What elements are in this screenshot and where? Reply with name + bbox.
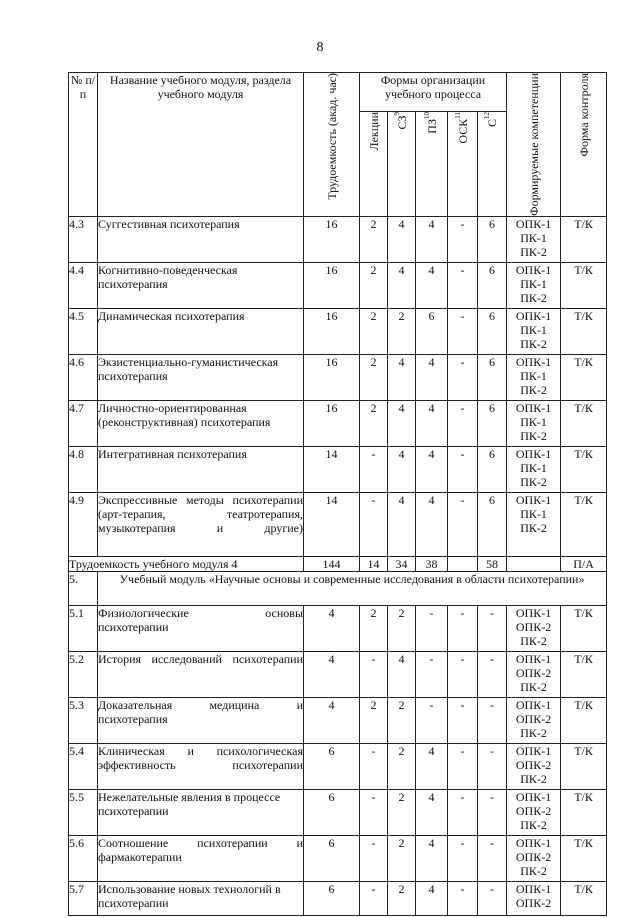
table-cell: Физиологические основы психотерапии [98, 605, 304, 651]
table-cell: 4 [304, 697, 360, 743]
table-cell: - [360, 446, 388, 492]
table-cell: 2 [388, 789, 416, 835]
table-cell: 4 [416, 835, 448, 881]
table-cell: 5.6 [69, 835, 98, 881]
table-cell: 6 [304, 881, 360, 915]
table-row [69, 697, 607, 743]
table-cell: 5.1 [69, 605, 98, 651]
table-cell: 2 [360, 216, 388, 262]
table-cell: 4 [416, 354, 448, 400]
table-cell: - [478, 835, 507, 881]
table-row [69, 446, 607, 492]
table-cell: - [360, 492, 388, 556]
table-cell: Т/К [561, 789, 607, 835]
table-cell: Когнитивно-поведенческая психотерапия [98, 262, 304, 308]
table-cell: 4.8 [69, 446, 98, 492]
table-cell: - [448, 262, 478, 308]
table-cell: 14 [304, 492, 360, 556]
table-cell: 4.3 [69, 216, 98, 262]
table-cell: - [478, 789, 507, 835]
table-cell: 5.7 [69, 881, 98, 915]
table-cell: ОПК-1 ОПК-2 ПК-2 [507, 605, 561, 651]
control-header: Форма контроля [561, 73, 607, 217]
section-header-row [69, 571, 607, 605]
table-cell: - [360, 789, 388, 835]
table-cell: 5. [69, 571, 98, 605]
table-cell: Т/К [561, 697, 607, 743]
table-cell: Т/К [561, 216, 607, 262]
table-cell: 2 [360, 262, 388, 308]
table-cell: - [448, 835, 478, 881]
table-cell: Интегративная психотерапия [98, 446, 304, 492]
table-cell: Клиническая и психологическая эффективность психотерапии [98, 743, 304, 789]
table-cell: Динамическая психотерапия [98, 308, 304, 354]
table-cell: 4 [416, 262, 448, 308]
table-cell: 16 [304, 354, 360, 400]
table-cell: - [478, 651, 507, 697]
table-cell: - [448, 697, 478, 743]
table-cell: 5.4 [69, 743, 98, 789]
table-row [69, 354, 607, 400]
table-cell: - [448, 743, 478, 789]
table-cell: Т/К [561, 354, 607, 400]
table-cell: Т/К [561, 308, 607, 354]
table-cell: 6 [304, 789, 360, 835]
table-cell: ОПК-1 ОПК-2 ПК-2 [507, 835, 561, 881]
table-cell: Экспрессивные методы психотерапии (арт-терапия, театротерапия, музыкотерапия и другие) [98, 492, 304, 556]
table-cell: ОПК-1 ОПК-2 ПК-2 [507, 789, 561, 835]
table-cell: 4 [388, 216, 416, 262]
forms-header: Формы организации учебного процесса [360, 73, 507, 112]
table-cell: ОПК-1 ОПК-2 ПК-2 [507, 743, 561, 789]
osk-header: ОСК$^{11}$ [448, 112, 478, 216]
table-cell: 2 [360, 605, 388, 651]
table-cell: 6 [478, 262, 507, 308]
table-cell [448, 556, 478, 571]
table-cell: - [478, 697, 507, 743]
table-cell: ОПК-1 ПК-1 ПК-2 [507, 492, 561, 556]
table-cell: ОПК-1 ОПК-2 ПК-2 [507, 697, 561, 743]
table-cell: - [416, 697, 448, 743]
table-cell: 4 [388, 354, 416, 400]
table-row [69, 835, 607, 881]
table-cell: 16 [304, 308, 360, 354]
competence-header: Формируемые компетенции [507, 73, 561, 217]
table-cell: Нежелательные явления в процессе психотерапии [98, 789, 304, 835]
table-cell: - [360, 651, 388, 697]
table-cell: 4 [388, 262, 416, 308]
table-cell: 14 [360, 556, 388, 571]
table-cell: - [416, 651, 448, 697]
table-cell: 2 [388, 697, 416, 743]
table-cell: Экзистенциально-гуманистическая психотерапия [98, 354, 304, 400]
table-cell: - [360, 835, 388, 881]
table-cell: 2 [388, 308, 416, 354]
table-cell: 4 [416, 492, 448, 556]
table-row [69, 216, 607, 262]
table-row [69, 743, 607, 789]
table-cell: 2 [388, 835, 416, 881]
table-cell: 4 [416, 743, 448, 789]
table-cell: ОПК-1 ПК-1 ПК-2 [507, 308, 561, 354]
page-number: 8 [316, 40, 324, 55]
table-cell: 4.5 [69, 308, 98, 354]
table-cell: - [478, 881, 507, 915]
table-cell: Т/К [561, 446, 607, 492]
table-cell: - [448, 400, 478, 446]
table-cell: 16 [304, 262, 360, 308]
table-cell: 16 [304, 400, 360, 446]
table-cell: - [448, 492, 478, 556]
table-cell: 34 [388, 556, 416, 571]
table-cell: ОПК-1 ПК-1 ПК-2 [507, 216, 561, 262]
table-cell: Трудоемкость учебного модуля 4 [69, 556, 304, 571]
table-cell: 6 [478, 400, 507, 446]
table-cell: Т/К [561, 743, 607, 789]
table-cell: ОПК-1 ПК-1 ПК-2 [507, 446, 561, 492]
table-cell: - [448, 446, 478, 492]
table-cell: 4 [388, 400, 416, 446]
table-cell: ОПК-1 ПК-1 ПК-2 [507, 262, 561, 308]
table-cell: 4.4 [69, 262, 98, 308]
table-cell: Доказательная медицина и психотерапия [98, 697, 304, 743]
table-cell: 144 [304, 556, 360, 571]
table-cell: 38 [416, 556, 448, 571]
table-cell: - [360, 743, 388, 789]
table-cell: - [448, 605, 478, 651]
table-cell: 2 [388, 881, 416, 915]
table-cell: 6 [478, 492, 507, 556]
curriculum-table [68, 72, 607, 916]
table-cell: 6 [478, 216, 507, 262]
table-cell: Т/К [561, 651, 607, 697]
table-cell: 58 [478, 556, 507, 571]
table-cell: - [478, 605, 507, 651]
table-cell: 4 [388, 651, 416, 697]
module-total-row [69, 556, 607, 571]
table-cell: П/А [561, 556, 607, 571]
num-header: № п/п [69, 73, 98, 217]
table-cell: 2 [360, 308, 388, 354]
table-cell: 6 [478, 308, 507, 354]
table-cell: 5.5 [69, 789, 98, 835]
seminars-header: $СЗ^9$ [388, 112, 416, 216]
table-cell: 2 [360, 697, 388, 743]
table-cell: Использование новых технологий в психотерапии [98, 881, 304, 915]
table-cell: 4 [388, 446, 416, 492]
hours-header: Трудоемкость (акад. час) [304, 73, 360, 217]
table-cell: История исследований психотерапии [98, 651, 304, 697]
table-row [69, 789, 607, 835]
table-cell: 4 [416, 400, 448, 446]
table-row [69, 881, 607, 915]
table-row [69, 651, 607, 697]
table-cell: Соотношение психотерапии и фармакотерапии [98, 835, 304, 881]
table-cell: 16 [304, 216, 360, 262]
table-cell: 6 [478, 354, 507, 400]
table-cell: ОПК-1 ПК-1 ПК-2 [507, 400, 561, 446]
table-row [69, 262, 607, 308]
table-cell: 4 [416, 881, 448, 915]
table-cell: - [448, 216, 478, 262]
table-cell: 2 [388, 743, 416, 789]
table-cell: 5.2 [69, 651, 98, 697]
table-cell: - [478, 743, 507, 789]
table-cell: Т/К [561, 400, 607, 446]
table-cell: - [448, 651, 478, 697]
table-cell: Суггестивная психотерапия [98, 216, 304, 262]
name-header: Название учебного модуля, раздела учебного модуля [98, 73, 304, 217]
table-cell: 6 [478, 446, 507, 492]
table-row [69, 308, 607, 354]
table-cell: Т/К [561, 605, 607, 651]
table-cell: Т/К [561, 881, 607, 915]
table-cell: 4 [304, 651, 360, 697]
table-cell: ОПК-1 ОПК-2 ПК-2 [507, 651, 561, 697]
table-cell: 4 [416, 216, 448, 262]
table-row [69, 605, 607, 651]
table-cell: 2 [388, 605, 416, 651]
table-row [69, 492, 607, 556]
table-cell: 2 [360, 354, 388, 400]
table-cell: Личностно-ориентированная (реконструктивная) психотерапия [98, 400, 304, 446]
table-cell: 4.6 [69, 354, 98, 400]
table-cell: 4 [416, 446, 448, 492]
table-cell: 6 [304, 743, 360, 789]
table-cell: Т/К [561, 835, 607, 881]
table-cell: ОПК-1 ПК-1 ПК-2 [507, 354, 561, 400]
table-cell: Т/К [561, 492, 607, 556]
table-cell: - [360, 881, 388, 915]
table-cell: 4 [388, 492, 416, 556]
table-cell: 5.3 [69, 697, 98, 743]
table-cell: 6 [416, 308, 448, 354]
table-cell: 4.9 [69, 492, 98, 556]
table-cell: ОПК-1 ОПК-2 [507, 881, 561, 915]
table-cell [507, 556, 561, 571]
table-cell: - [448, 354, 478, 400]
table-cell: 4 [304, 605, 360, 651]
table-cell: 4 [416, 789, 448, 835]
table-cell: Учебный модуль «Научные основы и современные исследования в области психотерапии» [98, 571, 607, 605]
selfstudy-header: $С^{12}$ [478, 112, 507, 216]
table-cell: Т/К [561, 262, 607, 308]
table-cell: - [448, 881, 478, 915]
table-row [69, 400, 607, 446]
practicals-header: ПЗ$^{10}$ [416, 112, 448, 216]
table-cell: 14 [304, 446, 360, 492]
table-cell: - [448, 789, 478, 835]
table-cell: 6 [304, 835, 360, 881]
table-cell: 4.7 [69, 400, 98, 446]
table-cell: 2 [360, 400, 388, 446]
table-cell: - [416, 605, 448, 651]
table-cell: - [448, 308, 478, 354]
lectures-header: Лекции [360, 112, 388, 216]
